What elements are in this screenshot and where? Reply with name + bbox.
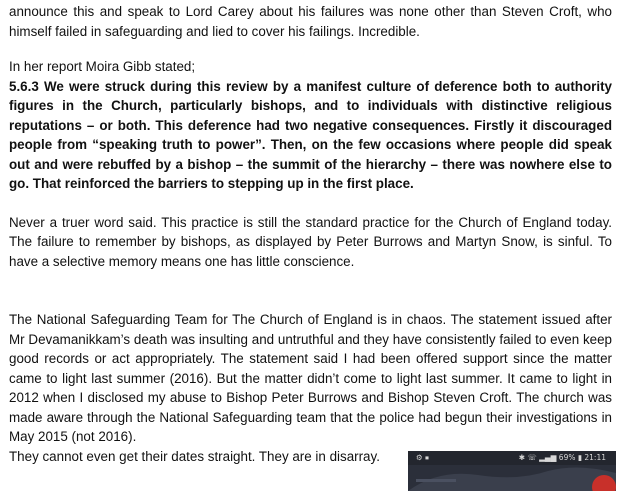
paragraph-tail-text: They cannot even get their dates straight. They are in disarray. bbox=[9, 448, 380, 464]
paragraph-truer-word: Never a truer word said. This practice is still the standard practice for the Church of England today. The failure to remember by bishops, as displayed by Peter Burrows and Martyn Snow, is sinful. To have a selective memory means one has little conscience. bbox=[9, 214, 612, 269]
phone-status-left-icons: ⚙ ⏹ bbox=[416, 453, 429, 462]
paragraph-croft: announce this and speak to Lord Carey about his failures was none other than Steven Croft, who himself failed in safeguarding and lied to cover his failings. Incredible. bbox=[9, 4, 612, 39]
phone-screenshot-image bbox=[408, 451, 616, 491]
phone-status-bar bbox=[408, 451, 616, 465]
document-body bbox=[9, 0, 612, 466]
paragraph-report-intro: In her report Moira Gibb stated; bbox=[9, 59, 196, 74]
paragraph-safeguarding-team: The National Safeguarding Team for The Church of England is in chaos. The statement issued after Mr Devamanikkam’s death was insulting and untruthful and they have consistently failed to even keep good records or act appropriately. The statement said I had been offered support since the matter came to light last summer (2016). But the matter didn’t come to light last summer. It came to light in 2012 when I disclosed my abuse to Bishop Peter Burrows and Bishop Steven Croft. The church was made aware through the National Safeguarding team that the police had begun their investigations in May 2015 (not 2016). bbox=[9, 312, 612, 444]
phone-status-right-icons: ✱ ☏ ▂▄▆ 69% ▮ 21:11 bbox=[518, 453, 606, 462]
phone-screen-content bbox=[408, 465, 616, 491]
report-quote-5-6-3: 5.6.3 We were struck during this review by a manifest culture of deference both to authority figures in the Church, particularly bishops, and to individuals with distinctive religious reputations – or both. This deference had two negative consequences. Firstly it discouraged people from “speaking truth to power”. Then, on the few occasions where people did speak out and were rebuffed by a bishop – the summit of the hierarchy – there was nowhere else to go. That reinforced the barriers to stepping up in the first place. bbox=[9, 78, 612, 191]
